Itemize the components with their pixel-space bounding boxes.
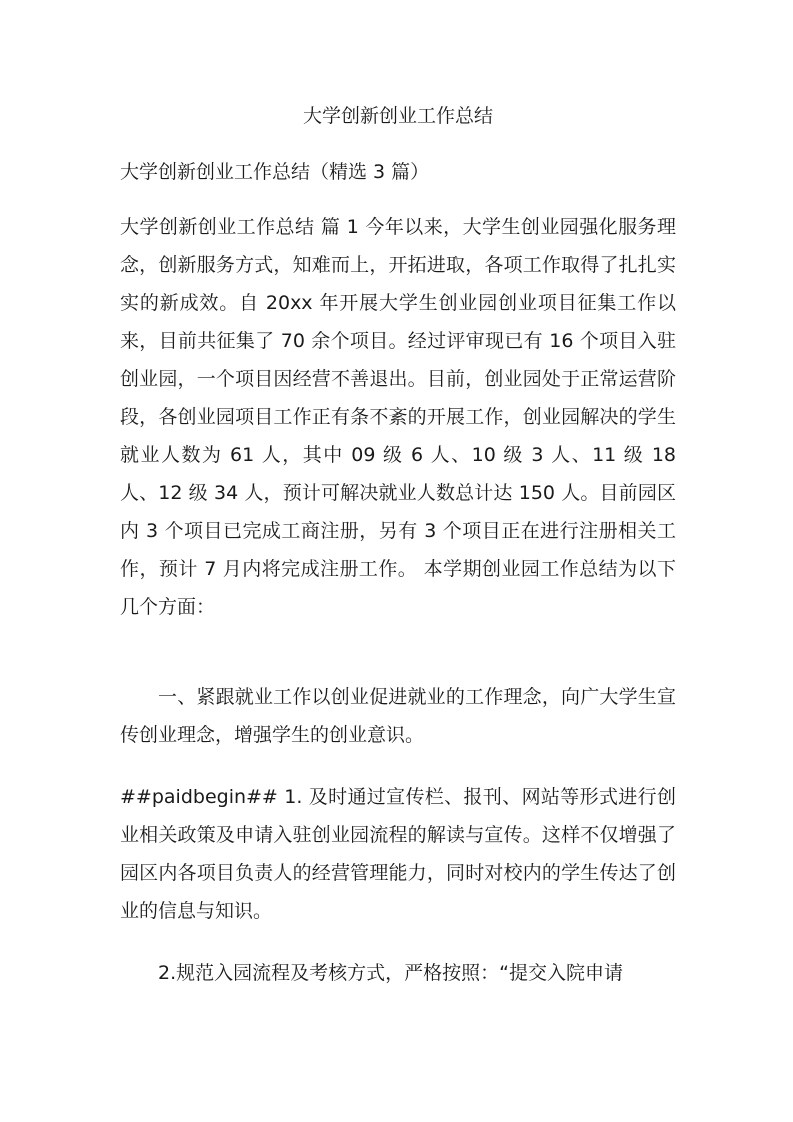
paragraph-intro: 大学创新创业工作总结 篇 1 今年以来，大学生创业园强化服务理念，创新服务方式，知难而上，开拓进取，各项工作取得了扎扎实实的新成效。自 20xx 年开展大学生创业园创业项目征集工作以来，目前共征集了 70 余个项目。经过评审现已有 16 个项目入驻创业园，一个项目因经营不善退出。目前，创业园处于正常运营阶段，各创业园项目工作正有条不紊的开展工作，创业园解决的学生就业人数为 61 人，其中 09 级 6 人、10 级 3 人、11 级 18 人、12 级 34 人，预计可解决就业人数总计达 150 人。目前园区内 3 个项目已完成工商注册，另有 3 个项目正在进行注册相关工作，预计 7 月内将完成注册工作。 本学期创业园工作总结为以下几个方面： xyxy=(120,216,676,618)
paragraph-item-two: 2.规范入园流程及考核方式，严格按照：“提交入院申请 xyxy=(158,962,623,984)
paragraph-section-one: 一、紧跟就业工作以创业促进就业的工作理念，向广大学生宣传创业理念，增强学生的创业意识。 xyxy=(120,686,676,746)
document-subtitle: 大学创新创业工作总结（精选 3 篇） xyxy=(120,161,430,183)
document-title: 大学创新创业工作总结 xyxy=(302,105,493,127)
paragraph-item-one: ##paidbegin## 1. 及时通过宣传栏、报刊、网站等形式进行创业相关政策及申请入驻创业园流程的解读与宣传。这样不仅增强了园区内各项目负责人的经营管理能力，同时对校内的学生传达了创业的信息与知识。 xyxy=(120,786,676,922)
